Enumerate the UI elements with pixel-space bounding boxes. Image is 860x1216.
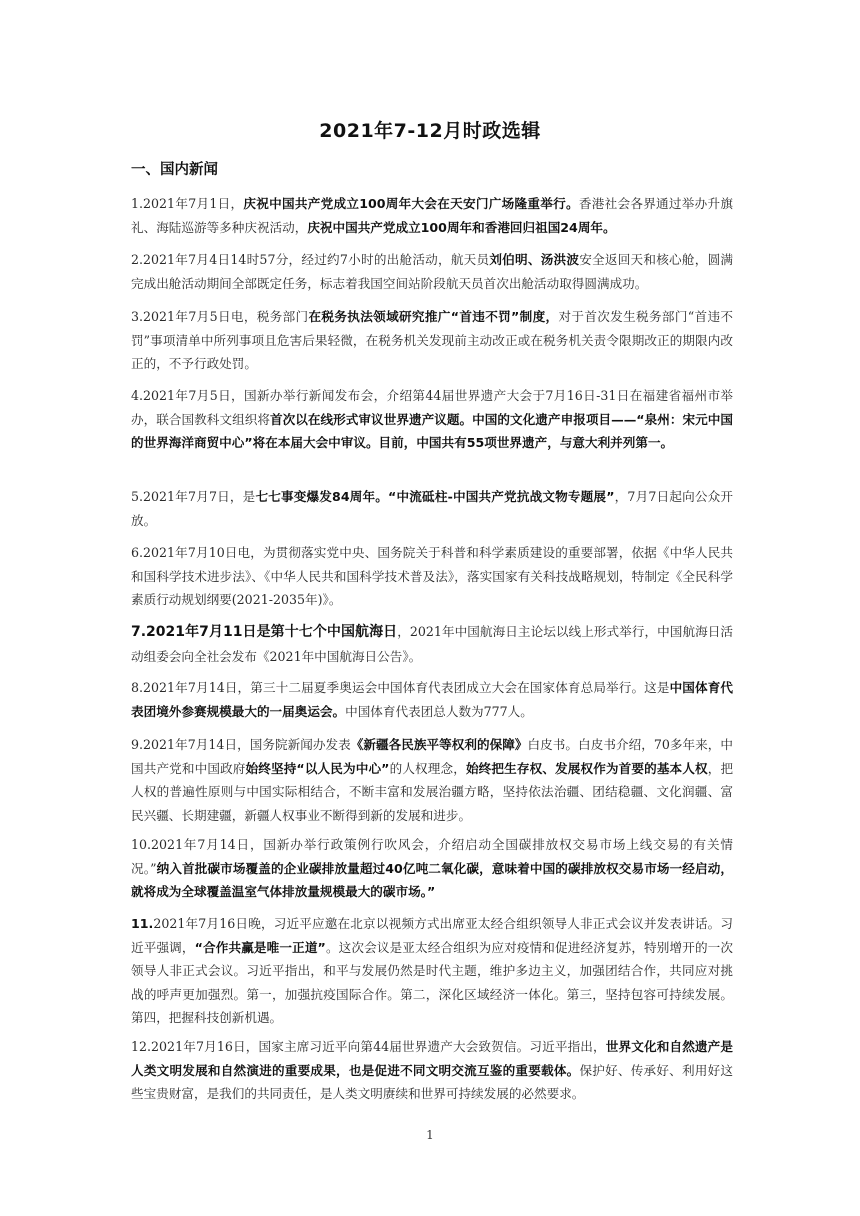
news-item-10 bbox=[131, 833, 733, 904]
bold-text: “合作共赢是唯一正道” bbox=[194, 939, 326, 955]
bold-text: 世界文化和自然遗产是人类文明发展和自然演进的重要成果，也是促进不同文明交流互鉴的重要载体。 bbox=[131, 1039, 733, 1078]
bold-text: 庆祝中国共产党成立100周年和香港回归祖国24周年。 bbox=[307, 219, 616, 235]
body-text: 9.2021年7月14日，国务院新闻办发表 bbox=[131, 737, 351, 752]
body-text: 3.2021年7月5日电，税务部门 bbox=[131, 309, 309, 324]
bold-text: 首次以在线形式审议世界遗产议题。中国的文化遗产申报项目——“泉州：宋元中国的世界海洋商贸中心”将在本届大会中审议。目前，中国共有55项世界遗产，与意大利并列第一。 bbox=[131, 411, 734, 450]
body-text: 5.2021年7月7日，是 bbox=[131, 489, 256, 504]
body-text: 12.2021年7月16日，国家主席习近平向第44届世界遗产大会致贺信。习近平指出， bbox=[131, 1039, 606, 1054]
bold-text: 刘伯明、汤洪波 bbox=[489, 252, 580, 267]
news-item-7 bbox=[131, 620, 733, 668]
bold-text: 七七事变爆发84周年。“中流砥柱-中国共产党抗战文物专题展” bbox=[255, 489, 615, 504]
body-text: 6.2021年7月10日电，为贯彻落实党中央、国务院关于科普和科学素质建设的重要部署，依据《中华人民共和国科学技术进步法》、《中华人民共和国科学技术普及法》，落实国家有关科技战略规划，特制定《全民科学素质行动规划纲要(2021-2035年)》。 bbox=[131, 545, 733, 607]
bold-text: 7.2021年7月11日是第十七个中国航海日 bbox=[131, 624, 398, 640]
body-text: 白皮书。白皮书介绍，70多年来，中国共产党和中国政府 bbox=[131, 737, 733, 776]
body-text: 中国体育代表团总人数为777人。 bbox=[345, 703, 533, 719]
bold-text: 《新疆各民族平等权利的保障》 bbox=[350, 737, 528, 752]
news-item-2 bbox=[131, 248, 733, 295]
body-text: 保护好、传承好、利用好这些宝贵财富，是我们的共同责任，是人类文明赓续和世界可持续发展的必然要求。 bbox=[131, 1062, 734, 1101]
body-text: 2.2021年7月4日14时57分，经过约7小时的出舱活动，航天员 bbox=[131, 252, 490, 267]
news-item-3 bbox=[131, 305, 733, 376]
body-text: 对于首次发生税务部门“首违不罚”事项清单中所列事项且危害后果轻微，在税务机关发现前主动改正或在税务机关责令限期改正的期限内改正的，不予行政处罚。 bbox=[131, 309, 733, 371]
body-text: ，把人权的普遍性原则与中国实际相结合，不断丰富和发展治疆方略，坚持依法治疆、团结稳疆、文化润疆、富民兴疆、长期建疆，新疆人权事业不断得到新的发展和进步。 bbox=[131, 760, 734, 823]
body-text: 的人权理念， bbox=[389, 760, 466, 776]
bold-text: 始终坚持“以人民为中心” bbox=[245, 760, 390, 776]
bold-text: 在税务执法领域研究推广“首违不罚”制度， bbox=[308, 309, 559, 324]
news-item-11 bbox=[131, 912, 733, 1030]
body-text: 4.2021年7月5日，国新办举行新闻发布会，介绍第44届世界遗产大会于7月16日-31日在福建省福州市举办，联合国教科文组织将 bbox=[131, 388, 733, 427]
bold-text: 中国体育代表团境外参赛规模最大的一届奥运会。 bbox=[131, 680, 733, 719]
news-item-4 bbox=[131, 384, 733, 455]
body-text: 2021年7月16日晚，习近平应邀在北京以视频方式出席亚太经合组织领导人非正式会议并发表讲话。习近平强调， bbox=[131, 916, 733, 955]
news-item-8 bbox=[131, 676, 733, 723]
body-text: ，2021年中国航海日主论坛以线上形式举行，中国航海日活动组委会向全社会发布《2021年中国航海日公告》。 bbox=[131, 624, 733, 664]
body-text: 安全返回天和核心舱，圆满完成出舱活动期间全部既定任务，标志着我国空间站阶段航天员首次出舱活动取得圆满成功。 bbox=[131, 252, 734, 291]
bold-text: 庆祝中国共产党成立100周年大会在天安门广场隆重举行。 bbox=[243, 196, 579, 211]
body-text: 8.2021年7月14日，第三十二届夏季奥运会中国体育代表团成立大会在国家体育总局举行。这是 bbox=[131, 680, 670, 695]
body-text: ，7月7日起向公众开放。 bbox=[131, 489, 733, 528]
news-item-6 bbox=[131, 541, 733, 612]
bold-text: 纳入首批碳市场覆盖的企业碳排放量超过40亿吨二氧化碳，意味着中国的碳排放权交易市场一经启动，就将成为全球覆盖温室气体排放量规模最大的碳市场。” bbox=[131, 860, 733, 899]
bold-text: 始终把生存权、发展权作为首要的基本人权 bbox=[465, 760, 708, 776]
body-text: 10.2021年7月14日，国新办举行政策例行吹风会，介绍启动全国碳排放权交易市场上线交易的有关情况。” bbox=[131, 837, 733, 876]
body-text: 。这次会议是亚太经合组织为应对疫情和促进经济复苏，特别增开的一次领导人非正式会议。习近平指出，和平与发展仍然是时代主题，维护多边主义，加强团结合作，共同应对挑战的呼声更加强烈。第一，加强抗疫国际合作。第二，深化区域经济一体化。第三，坚持包容可持续发展。第四，把握科技创新机遇。 bbox=[131, 939, 733, 1025]
bold-text: 11. bbox=[131, 916, 154, 931]
body-text: 1.2021年7月1日， bbox=[131, 196, 244, 211]
news-item-5 bbox=[131, 485, 733, 532]
document-title: 2021年7-12月时政选辑 bbox=[319, 120, 541, 142]
news-item-12 bbox=[131, 1035, 733, 1106]
page-number: 1 bbox=[426, 1128, 434, 1142]
body-text: 香港社会各界通过举办升旗礼、海陆巡游等多种庆祝活动， bbox=[131, 196, 734, 235]
news-item-1 bbox=[131, 192, 733, 239]
news-item-9 bbox=[131, 733, 733, 827]
section-heading: 一、国内新闻 bbox=[131, 162, 218, 178]
